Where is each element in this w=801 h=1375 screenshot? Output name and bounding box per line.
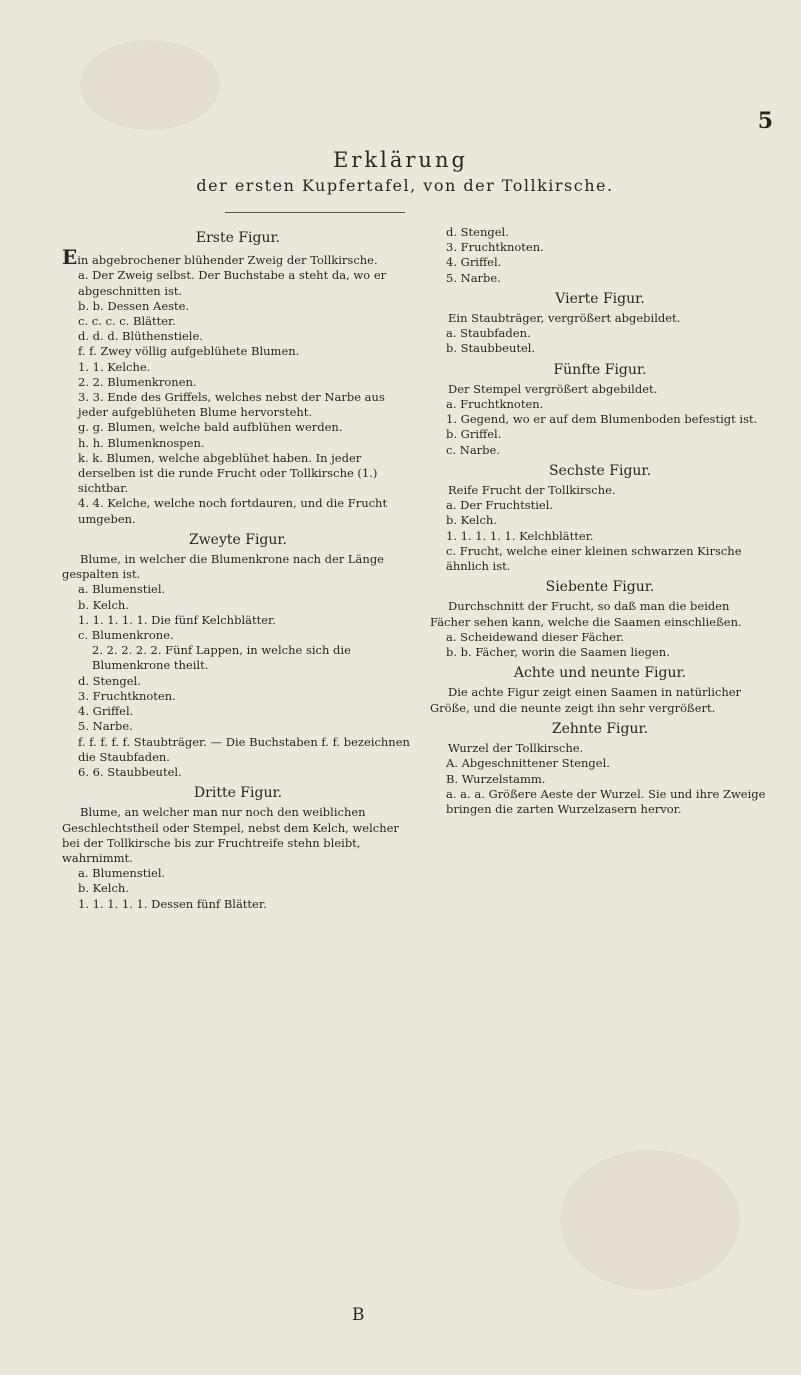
legend-entry: a. Staubfaden. (446, 326, 531, 341)
legend-entry: a. Blumenstiel. (78, 866, 166, 881)
description-paragraph: Blume, an welcher man nur noch den weiblichen Geschlechtstheil oder Stempel, nebst dem Kelch, welcher bei der Tollkirsche bis zur Fruchtreife stehn bleibt, wahrnimmt. (62, 805, 399, 865)
legend-entry: d. d. d. Blüthenstiele. (78, 329, 203, 344)
description-paragraph: Durchschnitt der Frucht, so daß man die beiden Fächer sehen kann, welche die Saamen einschließen. (430, 599, 742, 629)
legend-entry: 3. Fruchtknoten. (446, 240, 544, 255)
description-paragraph: Wurzel der Tollkirsche. (448, 741, 584, 756)
description-paragraph: Der Stempel vergrößert abgebildet. (448, 381, 658, 396)
legend-entry: a. Der Fruchtstiel. (446, 498, 554, 513)
legend-entry: f. f. Zwey völlig aufgeblühete Blumen. (78, 344, 300, 359)
legend-entry: b. Kelch. (78, 597, 129, 612)
legend-entry: c. Narbe. (446, 442, 500, 457)
legend-entry: 3. Fruchtknoten. (78, 688, 176, 703)
legend-entry: a. Fruchtknoten. (446, 397, 544, 412)
legend-entry: 1. 1. 1. 1. 1. Die fünf Kelchblätter. (78, 612, 276, 627)
legend-entry: d. Stengel. (446, 225, 509, 239)
legend-entry: d. Stengel. (78, 673, 141, 688)
signature-mark: B (352, 1305, 365, 1325)
legend-entry: b. Kelch. (446, 513, 497, 528)
legend-entry: a. a. a. Größere Aeste der Wurzel. Sie und ihre Zweige bringen die zarten Wurzelzasern hervor. (446, 786, 766, 816)
figure-heading: Achte und neunte Figur. (513, 665, 687, 682)
left-column (62, 225, 414, 912)
legend-entry: 1. Gegend, wo er auf dem Blumenboden befestigt ist. (446, 412, 758, 427)
intro-text: in abgebrochener blühender Zweig der Tollkirsche. (77, 253, 378, 268)
legend-entry: g. g. Blumen, welche bald aufblühen werden. (78, 420, 343, 435)
legend-entry: b. Griffel. (446, 427, 502, 442)
intro-paragraph (62, 245, 414, 270)
page-number: 5 (757, 108, 773, 134)
legend-entry: 1. 1. Kelche. (78, 359, 151, 374)
legend-entry: b. b. Fächer, worin die Saamen liegen. (446, 645, 670, 660)
description-paragraph: Die achte Figur zeigt einen Saamen in natürlicher Größe, und die neunte zeigt ihn sehr vergrößert. (430, 685, 742, 715)
legend-entry: 4. 4. Kelche, welche noch fortdauren, und die Frucht umgeben. (78, 496, 388, 526)
legend-entry: a. Blumenstiel. (78, 582, 166, 597)
legend-entry: c. c. c. c. Blätter. (78, 314, 176, 329)
figure-heading: Sechste Figur. (548, 462, 652, 479)
title-rule (225, 212, 405, 213)
figure-heading: Dritte Figur. (193, 785, 283, 802)
legend-entry: f. f. f. f. f. Staubträger. — Die Buchstaben f. f. bezeichnen die Staubfaden. (78, 734, 410, 764)
legend-entry: c. Blumenkrone. (78, 628, 174, 643)
figure-heading: Vierte Figur. (555, 290, 645, 307)
figure-heading: Fünfte Figur. (553, 361, 647, 378)
description-paragraph: Blume, in welcher die Blumenkrone nach der Länge gespalten ist. (62, 552, 384, 582)
legend-entry: 5. Narbe. (78, 719, 133, 734)
legend-entry: 1. 1. 1. 1. 1. Dessen fünf Blätter. (78, 896, 267, 911)
initial-letter: E (62, 245, 78, 270)
paper-stain (560, 1150, 740, 1290)
figure-heading: Zweyte Figur. (188, 531, 288, 548)
legend-entry: b. b. Dessen Aeste. (78, 298, 190, 313)
legend-entry: 1. 1. 1. 1. 1. Kelchblätter. (446, 528, 594, 543)
right-column (430, 225, 770, 817)
page-title: Erklärung (333, 148, 468, 172)
figure-heading: Siebente Figur. (545, 579, 655, 596)
description-paragraph: Reife Frucht der Tollkirsche. (448, 483, 616, 498)
legend-entry: b. Staubbeutel. (446, 341, 536, 356)
legend-entry: 4. Griffel. (78, 704, 134, 719)
legend-entry: B. Wurzelstamm. (446, 771, 546, 786)
legend-entry: A. Abgeschnittener Stengel. (446, 756, 610, 771)
description-paragraph: Ein Staubträger, vergrößert abgebildet. (448, 311, 681, 326)
page-subtitle: der ersten Kupfertafel, von der Tollkirsche. (196, 176, 614, 195)
legend-entry: h. h. Blumenknospen. (78, 435, 205, 450)
figure-heading: Erste Figur. (195, 230, 281, 246)
legend-entry: b. Kelch. (78, 881, 129, 896)
legend-entry: 3. 3. Ende des Griffels, welches nebst der Narbe aus jeder aufgeblüheten Blume hervorsteht. (78, 390, 385, 420)
paper-stain (80, 40, 220, 130)
figure-heading: Zehnte Figur. (551, 720, 649, 737)
legend-entry: a. Scheidewand dieser Fächer. (446, 629, 624, 644)
legend-entry: k. k. Blumen, welche abgeblühet haben. In jeder derselben ist die runde Frucht oder Tollkirsche (1.) sichtbar. (78, 450, 378, 496)
legend-entry: 2. 2. Blumenkronen. (78, 374, 197, 389)
legend-entry: 6. 6. Staubbeutel. (78, 764, 182, 779)
legend-entry: 4. Griffel. (446, 255, 502, 270)
legend-entry: 2. 2. 2. 2. 2. Fünf Lappen, in welche sich die Blumenkrone theilt. (92, 643, 351, 673)
legend-entry: c. Frucht, welche einer kleinen schwarzen Kirsche ähnlich ist. (446, 543, 742, 574)
legend-entry: 5. Narbe. (446, 270, 501, 285)
legend-entry: a. Der Zweig selbst. Der Buchstabe a steht da, wo er abgeschnitten ist. (78, 268, 387, 298)
